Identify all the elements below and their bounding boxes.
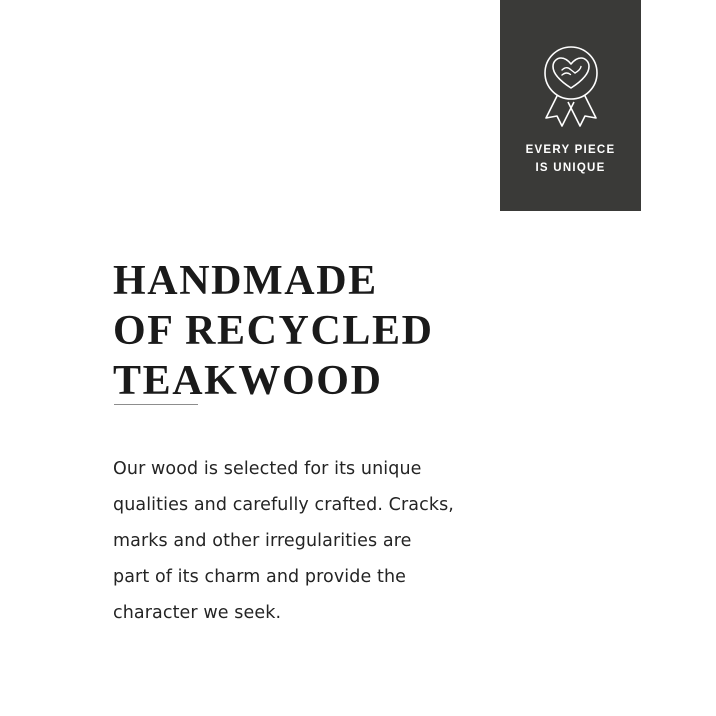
badge-panel: [500, 0, 641, 211]
badge-caption-line-1: EVERY PIECE: [525, 144, 616, 156]
badge-caption-line-2: IS UNIQUE: [535, 161, 606, 174]
body-line-2: qualities and carefully crafted. Cracks,: [113, 494, 454, 515]
headline-line-3: TEAKWOOD: [113, 358, 383, 405]
body-line-3: marks and other irregularities are: [113, 530, 412, 551]
award-ribbon-heart-handshake-icon: [532, 40, 610, 128]
headline-line-1: HANDMADE: [113, 258, 378, 305]
body-line-4: part of its charm and provide the: [113, 566, 407, 587]
badge-caption: [526, 142, 616, 178]
divider: [114, 404, 198, 405]
page-title: [113, 256, 633, 406]
body-line-1: Our wood is selected for its unique: [113, 458, 422, 479]
body-text: [113, 451, 583, 631]
headline-line-2: OF RECYCLED: [113, 308, 434, 355]
body-line-5: character we seek.: [113, 602, 282, 623]
